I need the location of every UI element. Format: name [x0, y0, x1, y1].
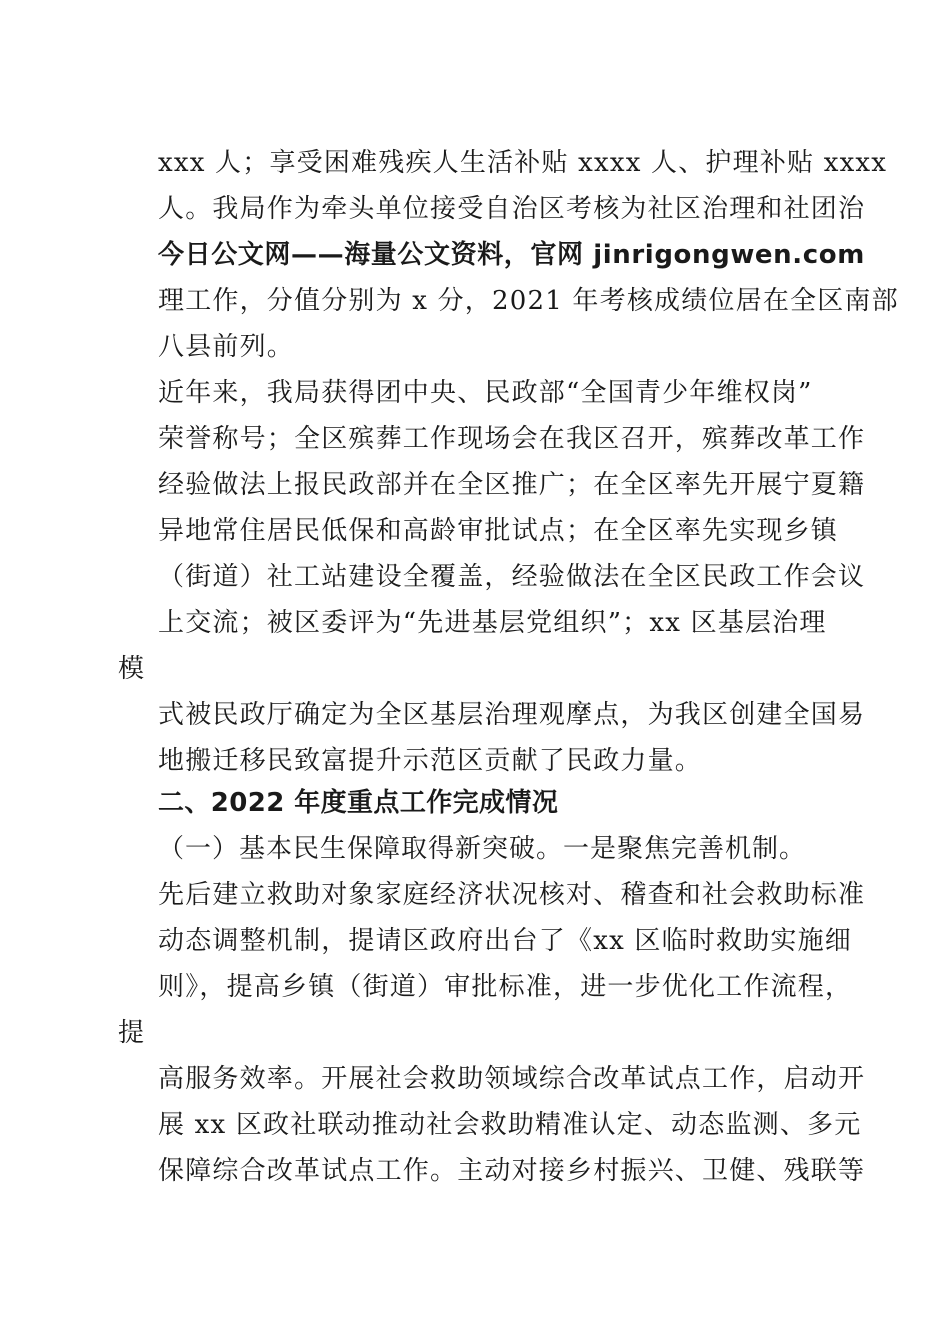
body-line: 荣誉称号；全区殡葬工作现场会在我区召开，殡葬改革工作 — [158, 424, 866, 454]
body-line: 动态调整机制，提请区政府出台了《xx 区临时救助实施细 — [158, 926, 852, 956]
body-line: 八县前列。 — [158, 332, 295, 362]
body-line: （街道）社工站建设全覆盖，经验做法在全区民政工作会议 — [158, 562, 866, 592]
body-line: 异地常住居民低保和高龄审批试点；在全区率先实现乡镇 — [158, 516, 839, 546]
watermark-banner: 今日公文网——海量公文资料，官网 jinrigongwen.com — [158, 240, 865, 270]
body-line: 经验做法上报民政部并在全区推广；在全区率先开展宁夏籍 — [158, 470, 866, 500]
body-line: 保障综合改革试点工作。主动对接乡村振兴、卫健、残联等 — [158, 1156, 866, 1186]
body-line: 式被民政厅确定为全区基层治理观摩点，为我区创建全国易 — [158, 700, 866, 730]
body-line: 则》，提高乡镇（街道）审批标准，进一步优化工作流程， — [158, 972, 853, 1002]
body-line: 地搬迁移民致富提升示范区贡献了民政力量。 — [158, 746, 703, 776]
subsection-heading: （一）基本民生保障取得新突破。一是聚焦完善机制。 — [158, 834, 807, 864]
body-line-orphan: 提 — [118, 1018, 146, 1048]
body-line: xxx 人；享受困难残疾人生活补贴 xxxx 人、护理补贴 xxxx — [158, 148, 888, 178]
body-line: 近年来，我局获得团中央、民政部“全国青少年维权岗” — [158, 378, 813, 408]
body-line: 展 xx 区政社联动推动社会救助精准认定、动态监测、多元 — [158, 1110, 862, 1140]
body-line: 理工作，分值分别为 x 分，2021 年考核成绩位居在全区南部 — [158, 286, 899, 316]
section-heading: 二、2022 年度重点工作完成情况 — [158, 788, 559, 818]
body-line: 先后建立救助对象家庭经济状况核对、稽查和社会救助标准 — [158, 880, 866, 910]
body-line: 人。我局作为牵头单位接受自治区考核为社区治理和社团治 — [158, 194, 866, 224]
body-line: 高服务效率。开展社会救助领域综合改革试点工作，启动开 — [158, 1064, 866, 1094]
body-line-orphan: 模 — [118, 654, 146, 684]
body-line: 上交流；被区委评为“先进基层党组织”；xx 区基层治理 — [158, 608, 827, 638]
